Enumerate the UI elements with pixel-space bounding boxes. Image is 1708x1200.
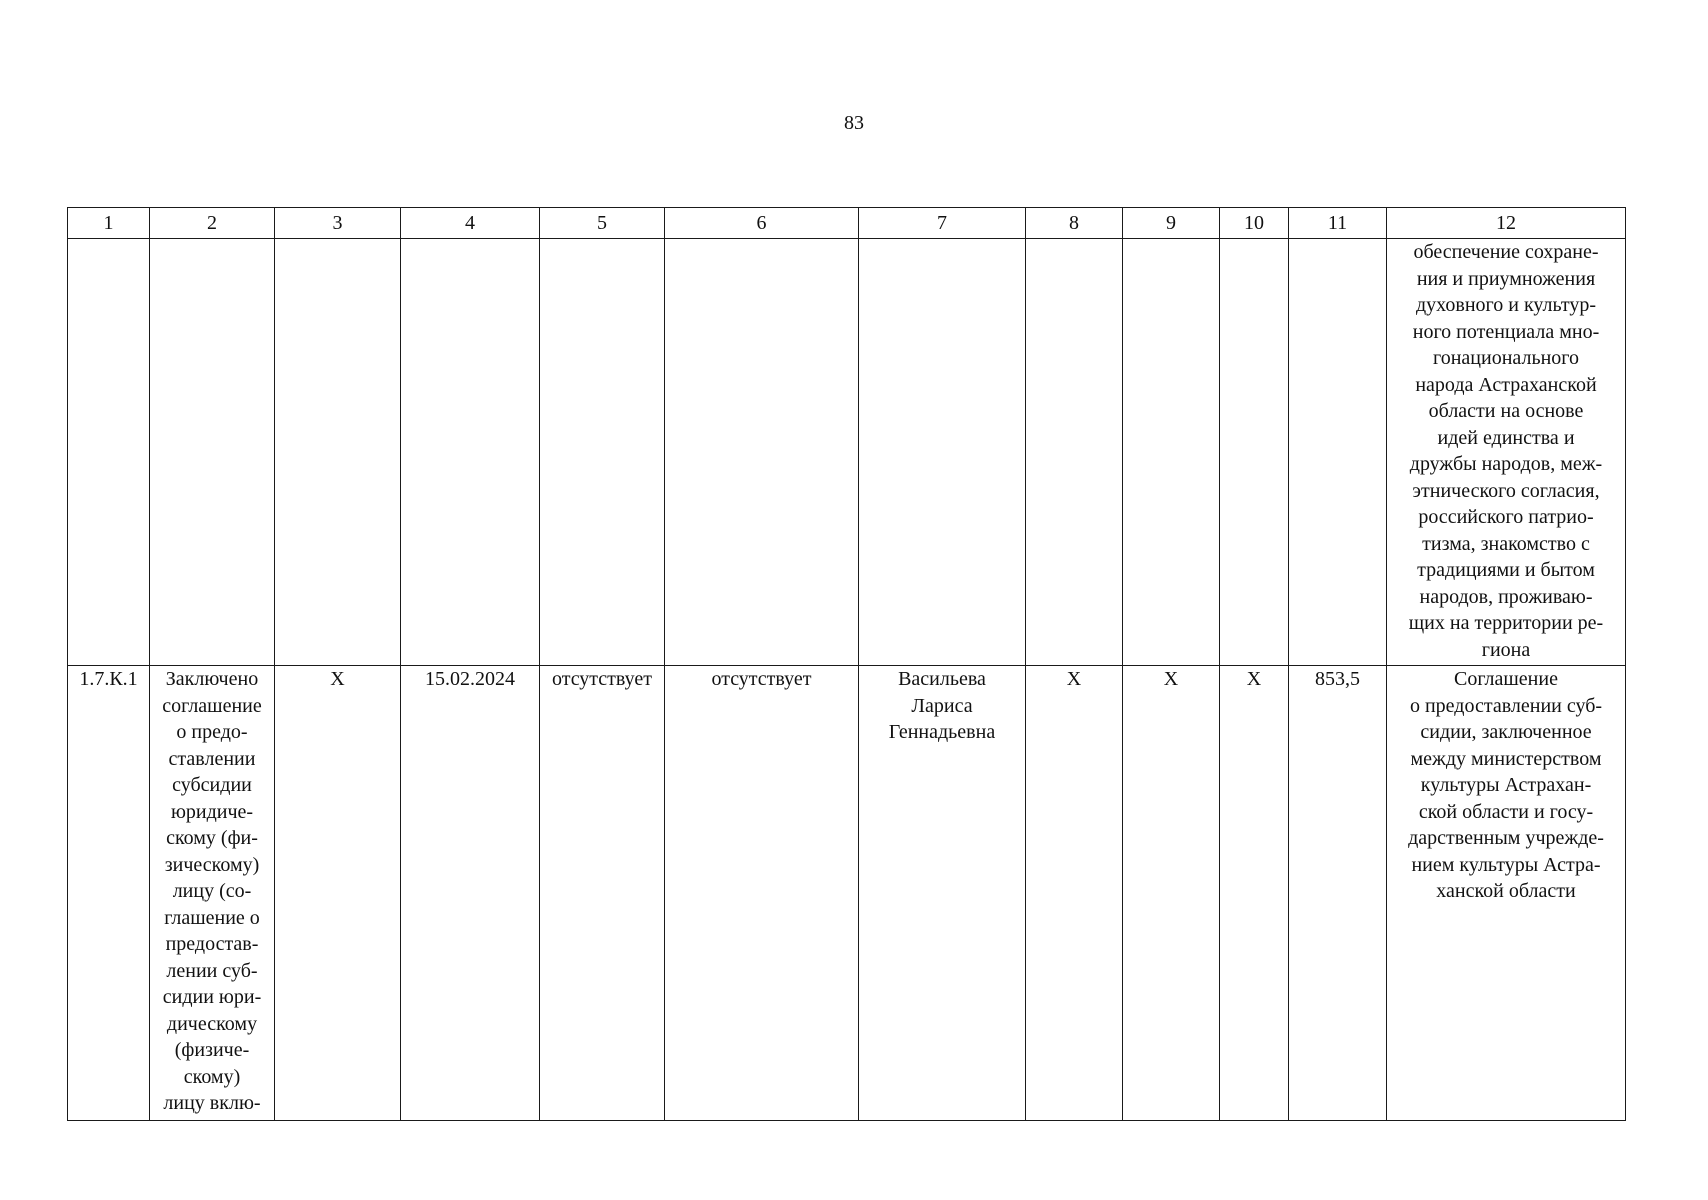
column-number-row [68, 208, 1626, 239]
document-table [67, 207, 1626, 1121]
responsible-person-cell: Васильева Лариса Геннадьевна [859, 666, 1026, 1121]
table-cell [401, 239, 540, 666]
table-cell: отсутствует [665, 666, 859, 1121]
page-number: 83 [844, 112, 864, 134]
table-cell [1220, 239, 1289, 666]
column-header: 4 [401, 208, 540, 239]
column-header: 5 [540, 208, 665, 239]
column-header: 9 [1123, 208, 1220, 239]
table-cell [540, 239, 665, 666]
column-header: 7 [859, 208, 1026, 239]
table-cell [150, 239, 275, 666]
column-header: 1 [68, 208, 150, 239]
row-number-cell: 1.7.К.1 [68, 666, 150, 1121]
table-cell: X [1123, 666, 1220, 1121]
column-header: 10 [1220, 208, 1289, 239]
column-header: 2 [150, 208, 275, 239]
date-cell: 15.02.2024 [401, 666, 540, 1121]
table-cell [275, 239, 401, 666]
document-description-cell: Соглашение о предоставлении суб- сидии, заключенное между министерством культуры Астрахан- ской области и госу- дарственным учрежде- нием культуры Астра- ханской области [1387, 666, 1626, 1121]
column-header: 8 [1026, 208, 1123, 239]
column-header: 11 [1289, 208, 1387, 239]
table-cell [68, 239, 150, 666]
table-cell [1026, 239, 1123, 666]
table-cell: X [1220, 666, 1289, 1121]
table-cell [665, 239, 859, 666]
event-description-cell: Заключено соглашение о предо- ставлении субсидии юридиче- скому (фи- зическому) лицу (со- глашение о предостав- лении суб- сидии юри- дическому (физиче- скому) лицу вклю- [150, 666, 275, 1121]
table-cell: X [1026, 666, 1123, 1121]
table-row [68, 239, 1626, 666]
table-cell [1289, 239, 1387, 666]
amount-cell: 853,5 [1289, 666, 1387, 1121]
table-row [68, 666, 1626, 1121]
table-cell: отсутствует [540, 666, 665, 1121]
table-cell: X [275, 666, 401, 1121]
table-cell [859, 239, 1026, 666]
column-header: 3 [275, 208, 401, 239]
column-header: 6 [665, 208, 859, 239]
goal-description-cell: обеспечение сохране- ния и приумножения духовного и культур- ного потенциала мно- гонационального народа Астраханской области на основе идей единства и дружбы народов, меж- этнического согласия, российского патрио- тизма, знакомство с традициями и бытом народов, проживаю- щих на территории ре- гиона [1387, 239, 1626, 666]
column-header: 12 [1387, 208, 1626, 239]
table-cell [1123, 239, 1220, 666]
